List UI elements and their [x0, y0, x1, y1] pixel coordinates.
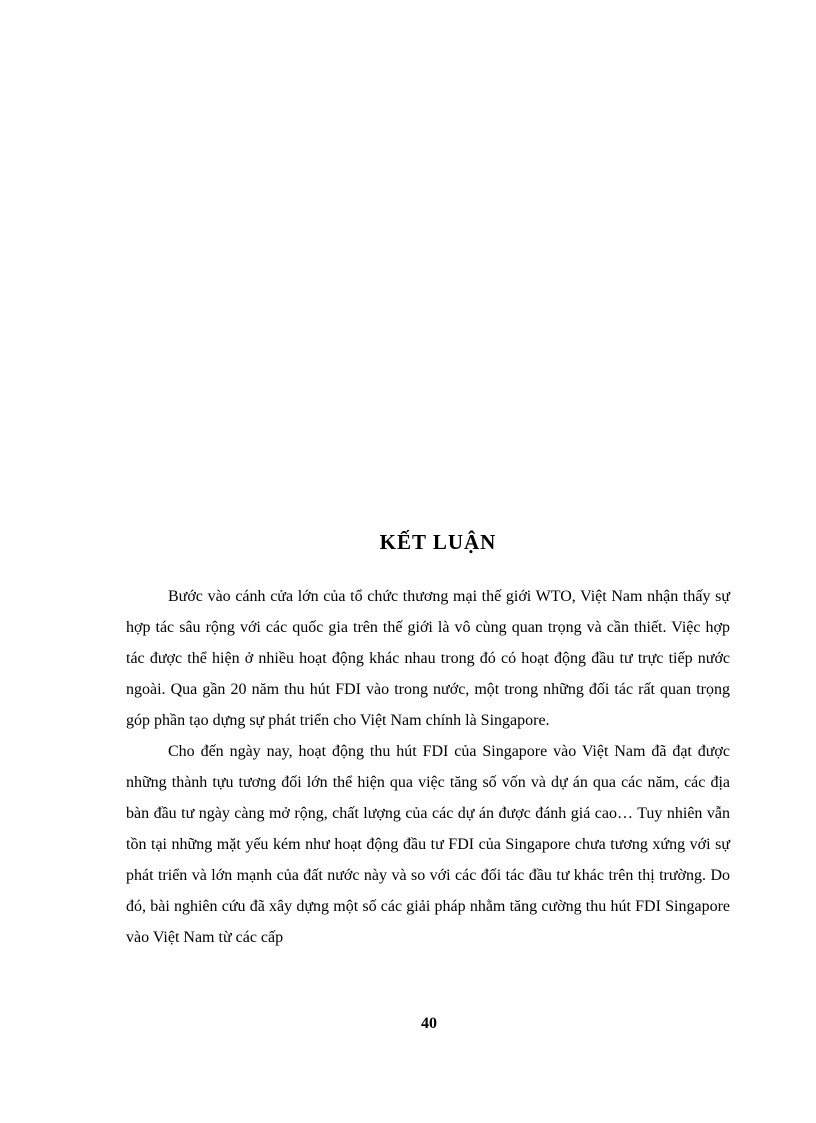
body-text [126, 581, 730, 953]
section-heading: KẾT LUẬN [379, 530, 497, 554]
paragraph-1: Bước vào cánh cửa lớn của tổ chức thương mại thế giới WTO, Việt Nam nhận thấy sự hợp tác sâu rộng với các quốc gia trên thế giới là vô cùng quan trọng và cần thiết. Việc hợp tác được thể hiện ở nhiều hoạt động khác nhau trong đó có hoạt động đầu tư trực tiếp nước ngoài. Qua gần 20 năm thu hút FDI vào trong nước, một trong những đối tác rất quan trọng góp phần tạo dựng sự phát triển cho Việt Nam chính là Singapore. [126, 588, 730, 729]
page-number: 40 [421, 1015, 437, 1032]
paragraph-2: Cho đến ngày nay, hoạt động thu hút FDI của Singapore vào Việt Nam đã đạt được những thành tựu tương đối lớn thể hiện qua việc tăng số vốn và dự án qua các năm, các địa bàn đầu tư ngày càng mở rộng, chất lượng của các dự án được đánh giá cao… Tuy nhiên vẫn tồn tại những mặt yếu kém như hoạt động đầu tư FDI của Singapore chưa tương xứng với sự phát triển và lớn mạnh của đất nước này và so với các đối tác đầu tư khác trên thị trường. Do đó, bài nghiên cứu đã xây dựng một số các giải pháp nhằm tăng cường thu hút FDI Singapore vào Việt Nam từ các cấp [126, 743, 730, 946]
